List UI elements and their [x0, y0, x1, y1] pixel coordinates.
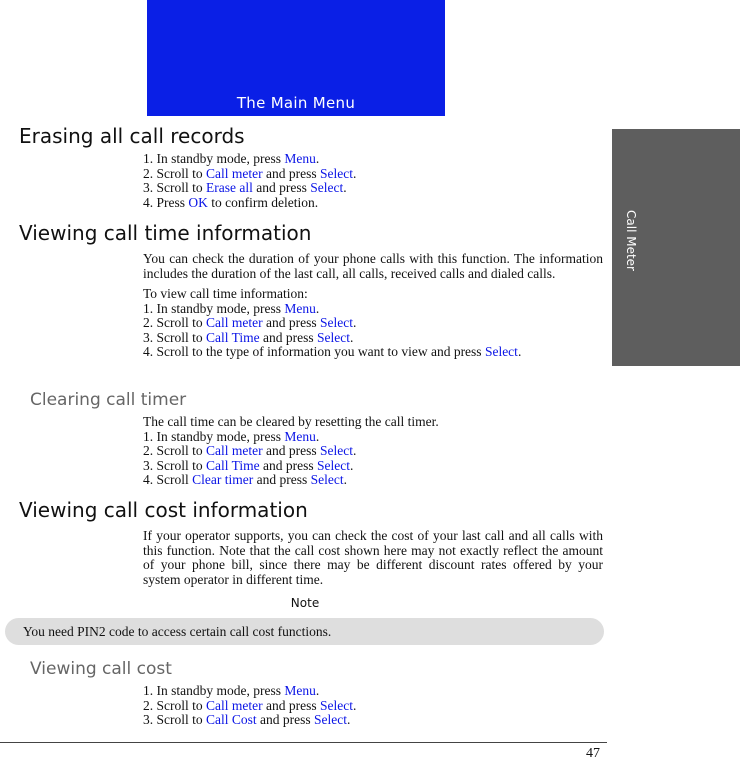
view-cost-body: [143, 684, 603, 728]
chapter-tab-label: Call Meter: [624, 210, 638, 271]
main-menu-screen: [147, 0, 445, 116]
step: 1. In standby mode, press Menu.: [143, 683, 320, 698]
step: 2. Scroll to Call meter and press Select.: [143, 697, 357, 713]
clear-timer-body: [143, 415, 603, 488]
step: 2. Scroll to Call meter and press Select.: [143, 165, 357, 181]
step: 3. Scroll to Call Time and press Select.: [143, 457, 354, 473]
note-box: [5, 618, 604, 645]
heading-call-time: Viewing call time information: [19, 221, 312, 245]
paragraph: If your operator supports, you can check the cost of your last call and all calls with this function. Note that the call cost shown here may not exactly reflect the amount of your phone bill, since there may be different discount rates offered by your system operator in different time.: [143, 528, 603, 587]
step: 4. Scroll Clear timer and press Select.: [143, 472, 347, 487]
heading-view-cost: Viewing call cost: [30, 659, 172, 679]
steps-erase: [143, 152, 603, 210]
paragraph: To view call time information:: [143, 286, 308, 301]
step: 3. Scroll to Call Time and press Select.: [143, 329, 354, 345]
heading-erase: Erasing all call records: [19, 124, 245, 148]
heading-clear-timer: Clearing call timer: [30, 390, 187, 410]
step: 1. In standby mode, press Menu.: [143, 300, 320, 316]
step: 3. Scroll to Erase all and press Select.: [143, 180, 347, 195]
heading-call-cost: Viewing call cost information: [19, 498, 308, 522]
step: 1. In standby mode, press Menu.: [143, 428, 320, 444]
step: 3. Scroll to Call Cost and press Select.: [143, 712, 351, 727]
screen-title: The Main Menu: [236, 94, 356, 112]
note-text: You need PIN2 code to access certain call cost functions.: [23, 624, 332, 639]
footer-divider: [0, 742, 607, 743]
note-label: Note: [290, 596, 320, 610]
step: 2. Scroll to Call meter and press Select.: [143, 315, 357, 330]
step: 4. Scroll to the type of information you want to view and press Select.: [143, 344, 522, 359]
paragraph: The call time can be cleared by resetting the call timer.: [143, 414, 439, 429]
call-cost-body: [143, 529, 603, 587]
call-time-body: [143, 252, 603, 360]
step: 4. Press OK to confirm deletion.: [143, 194, 319, 210]
paragraph: You can check the duration of your phone calls with this function. The information includes the duration of the last call, all calls, received calls and dialed calls.: [143, 251, 603, 281]
step: 1. In standby mode, press Menu.: [143, 151, 320, 166]
step: 2. Scroll to Call meter and press Select.: [143, 443, 357, 458]
page-number: 47: [586, 746, 600, 761]
